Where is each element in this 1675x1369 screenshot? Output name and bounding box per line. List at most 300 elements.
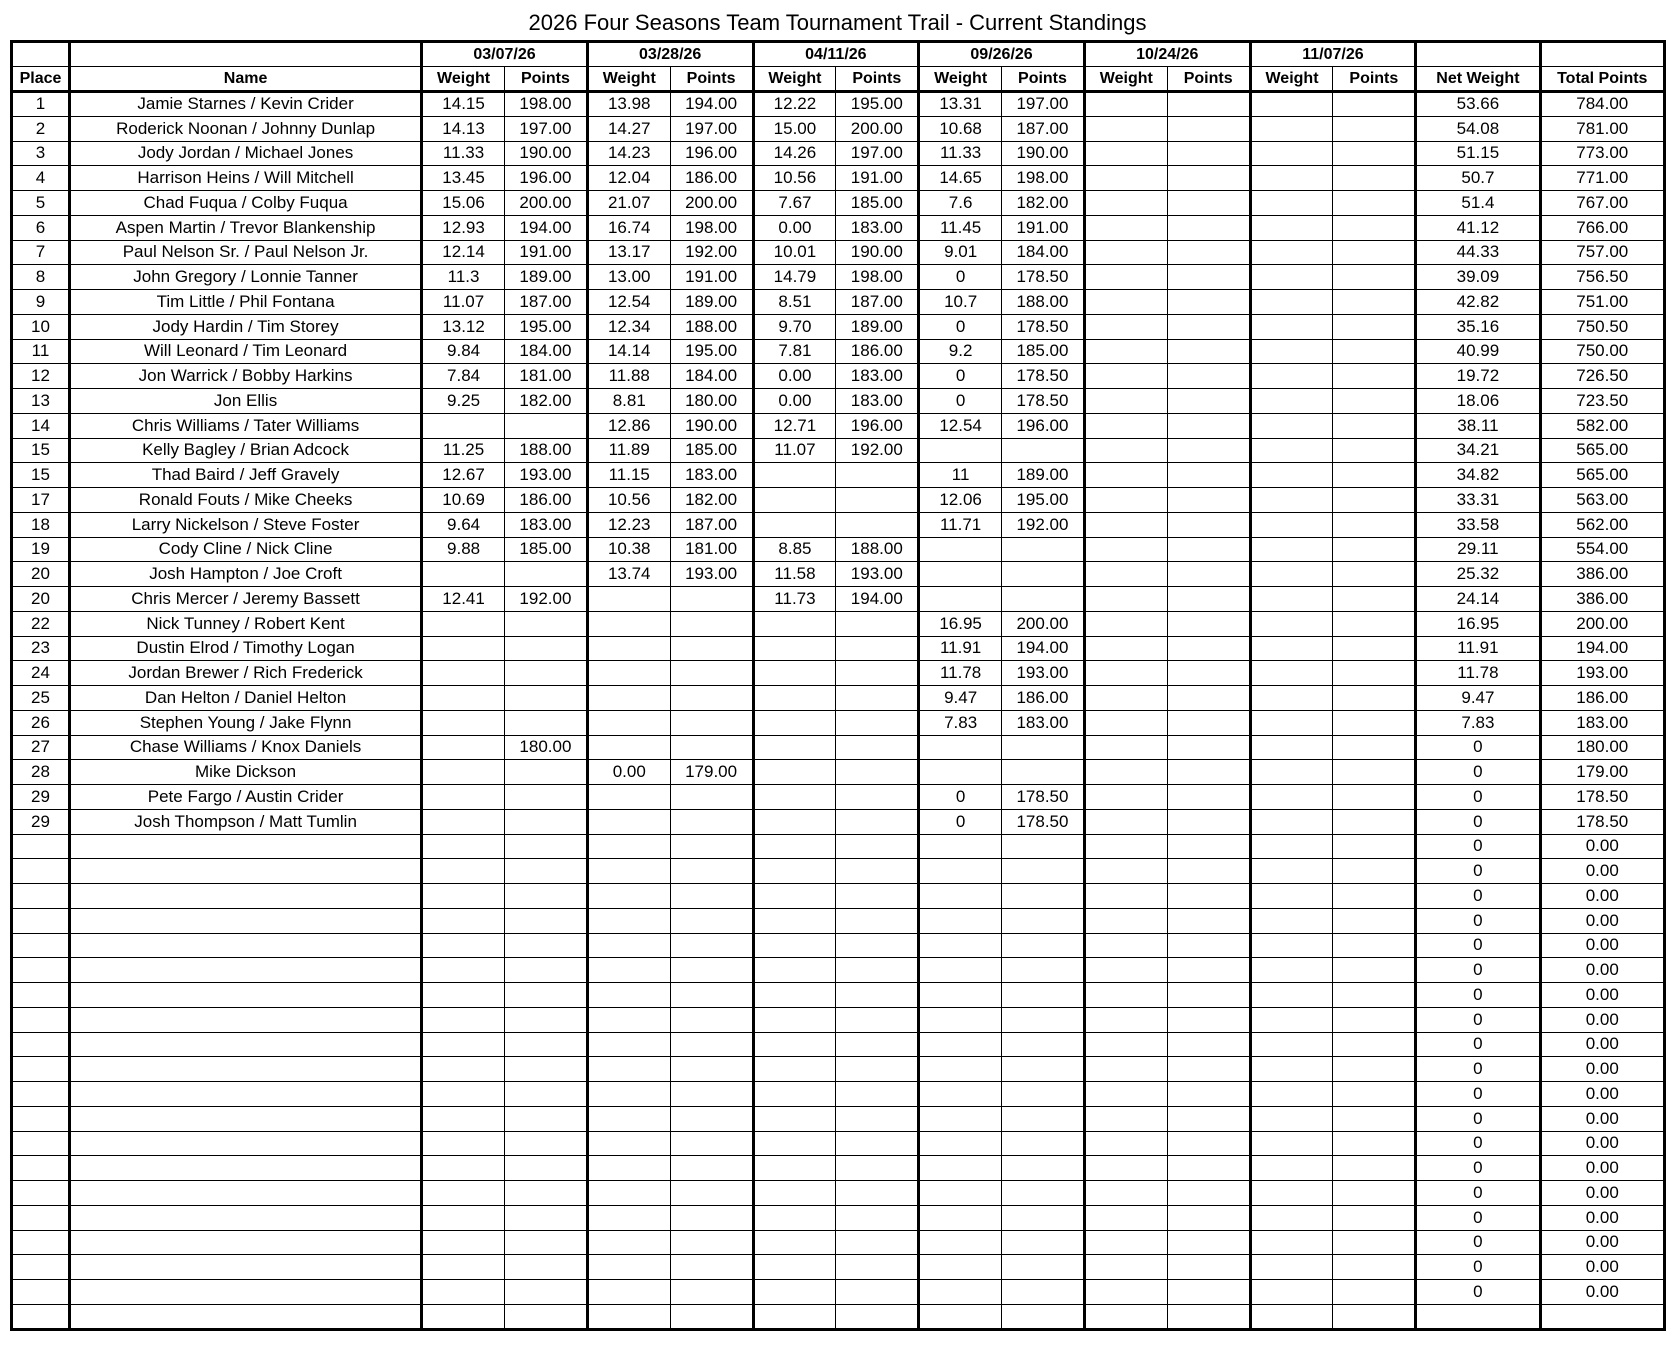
points-cell: 194.00 bbox=[1002, 636, 1085, 661]
place-cell: 23 bbox=[12, 636, 70, 661]
weight-cell bbox=[1250, 166, 1333, 191]
weight-cell bbox=[753, 1205, 836, 1230]
points-cell bbox=[504, 809, 587, 834]
points-cell bbox=[1167, 1304, 1250, 1329]
weight-cell: 12.14 bbox=[422, 240, 505, 265]
points-cell: 196.00 bbox=[504, 166, 587, 191]
weight-cell: 15.00 bbox=[753, 116, 836, 141]
points-cell: 184.00 bbox=[1002, 240, 1085, 265]
net-weight-cell: 0 bbox=[1416, 1280, 1540, 1305]
net-weight-cell: 51.15 bbox=[1416, 141, 1540, 166]
points-cell: 190.00 bbox=[836, 240, 919, 265]
weight-cell bbox=[753, 908, 836, 933]
points-cell bbox=[1167, 1007, 1250, 1032]
weight-cell: 10.56 bbox=[753, 166, 836, 191]
weight-cell bbox=[753, 1106, 836, 1131]
weight-cell bbox=[1250, 785, 1333, 810]
points-cell bbox=[836, 1280, 919, 1305]
net-weight-cell: 0 bbox=[1416, 1181, 1540, 1206]
weight-cell: 0 bbox=[919, 809, 1002, 834]
weight-cell bbox=[587, 983, 670, 1008]
team-name-cell bbox=[70, 1205, 422, 1230]
table-row bbox=[12, 1057, 1665, 1082]
points-cell bbox=[836, 1181, 919, 1206]
team-name-cell bbox=[70, 908, 422, 933]
weight-cell bbox=[1084, 1057, 1167, 1082]
weight-cell bbox=[1250, 1106, 1333, 1131]
weight-cell bbox=[1250, 686, 1333, 711]
table-row bbox=[12, 1280, 1665, 1305]
weight-cell bbox=[753, 1304, 836, 1329]
standings-body bbox=[12, 92, 1665, 1330]
weight-cell bbox=[587, 735, 670, 760]
points-cell bbox=[1167, 364, 1250, 389]
total-points-cell: 0.00 bbox=[1540, 1082, 1664, 1107]
points-cell bbox=[1333, 1205, 1416, 1230]
points-cell bbox=[1167, 958, 1250, 983]
weight-cell: 14.65 bbox=[919, 166, 1002, 191]
weight-cell: 14.79 bbox=[753, 265, 836, 290]
column-header-name: Name bbox=[70, 67, 422, 92]
points-cell bbox=[1333, 983, 1416, 1008]
total-points-cell: 0.00 bbox=[1540, 1106, 1664, 1131]
place-cell: 14 bbox=[12, 413, 70, 438]
net-weight-cell: 16.95 bbox=[1416, 611, 1540, 636]
team-name-cell bbox=[70, 1156, 422, 1181]
weight-cell bbox=[422, 611, 505, 636]
weight-cell: 13.12 bbox=[422, 314, 505, 339]
points-cell bbox=[836, 1255, 919, 1280]
points-cell bbox=[504, 1255, 587, 1280]
weight-cell: 0.00 bbox=[753, 389, 836, 414]
points-cell bbox=[1333, 265, 1416, 290]
event-date-header: 03/28/26 bbox=[587, 42, 753, 67]
points-cell bbox=[1002, 1131, 1085, 1156]
points-cell bbox=[1002, 933, 1085, 958]
team-name-cell bbox=[70, 1255, 422, 1280]
weight-cell: 11.33 bbox=[422, 141, 505, 166]
points-cell bbox=[670, 661, 753, 686]
points-cell bbox=[1002, 1304, 1085, 1329]
weight-cell bbox=[1250, 1007, 1333, 1032]
points-cell bbox=[836, 735, 919, 760]
points-cell bbox=[670, 1304, 753, 1329]
points-cell: 197.00 bbox=[836, 141, 919, 166]
points-cell bbox=[1333, 859, 1416, 884]
team-name-cell: Chris Williams / Tater Williams bbox=[70, 413, 422, 438]
weight-cell bbox=[422, 1280, 505, 1305]
net-weight-cell: 0 bbox=[1416, 859, 1540, 884]
points-cell bbox=[1167, 1106, 1250, 1131]
points-cell bbox=[836, 859, 919, 884]
weight-cell: 9.47 bbox=[919, 686, 1002, 711]
total-points-cell: 0.00 bbox=[1540, 1007, 1664, 1032]
points-cell bbox=[670, 1007, 753, 1032]
weight-cell bbox=[919, 438, 1002, 463]
weight-cell bbox=[1250, 1304, 1333, 1329]
team-name-cell: Ronald Fouts / Mike Cheeks bbox=[70, 488, 422, 513]
weight-cell bbox=[753, 1230, 836, 1255]
points-cell bbox=[1333, 1156, 1416, 1181]
weight-cell: 10.56 bbox=[587, 488, 670, 513]
weight-cell bbox=[1250, 661, 1333, 686]
table-row bbox=[12, 314, 1665, 339]
team-name-cell: Dustin Elrod / Timothy Logan bbox=[70, 636, 422, 661]
place-cell: 4 bbox=[12, 166, 70, 191]
points-cell bbox=[1002, 884, 1085, 909]
weight-cell: 11.89 bbox=[587, 438, 670, 463]
points-cell bbox=[670, 933, 753, 958]
weight-cell bbox=[1084, 785, 1167, 810]
weight-cell bbox=[753, 1181, 836, 1206]
weight-cell bbox=[1250, 958, 1333, 983]
weight-cell: 0 bbox=[919, 389, 1002, 414]
weight-cell bbox=[919, 1007, 1002, 1032]
points-cell bbox=[1167, 661, 1250, 686]
team-name-cell bbox=[70, 983, 422, 1008]
points-cell bbox=[1167, 215, 1250, 240]
weight-cell bbox=[422, 908, 505, 933]
points-cell bbox=[1333, 933, 1416, 958]
net-weight-cell: 0 bbox=[1416, 1106, 1540, 1131]
points-cell bbox=[1167, 562, 1250, 587]
points-cell bbox=[836, 488, 919, 513]
table-row bbox=[12, 760, 1665, 785]
points-cell bbox=[1333, 215, 1416, 240]
table-row bbox=[12, 191, 1665, 216]
weight-cell bbox=[587, 1007, 670, 1032]
table-row bbox=[12, 611, 1665, 636]
weight-cell: 7.67 bbox=[753, 191, 836, 216]
points-cell: 183.00 bbox=[670, 463, 753, 488]
points-cell: 178.50 bbox=[1002, 389, 1085, 414]
points-cell: 178.50 bbox=[1002, 785, 1085, 810]
points-cell: 183.00 bbox=[836, 389, 919, 414]
team-name-cell bbox=[70, 1181, 422, 1206]
weight-cell: 0.00 bbox=[753, 364, 836, 389]
table-row bbox=[12, 884, 1665, 909]
points-cell: 188.00 bbox=[1002, 290, 1085, 315]
points-cell: 193.00 bbox=[836, 562, 919, 587]
team-name-cell bbox=[70, 1131, 422, 1156]
place-cell: 3 bbox=[12, 141, 70, 166]
weight-cell bbox=[422, 933, 505, 958]
points-cell bbox=[836, 611, 919, 636]
weight-cell bbox=[1250, 1156, 1333, 1181]
team-name-cell: Harrison Heins / Will Mitchell bbox=[70, 166, 422, 191]
team-name-cell: Pete Fargo / Austin Crider bbox=[70, 785, 422, 810]
weight-cell bbox=[1084, 1131, 1167, 1156]
points-cell bbox=[1333, 116, 1416, 141]
total-points-cell: 756.50 bbox=[1540, 265, 1664, 290]
weight-cell bbox=[753, 983, 836, 1008]
place-cell bbox=[12, 958, 70, 983]
points-cell bbox=[670, 1082, 753, 1107]
net-weight-cell: 35.16 bbox=[1416, 314, 1540, 339]
points-cell bbox=[1167, 809, 1250, 834]
weight-cell bbox=[1084, 290, 1167, 315]
weight-cell bbox=[587, 809, 670, 834]
total-points-cell: 784.00 bbox=[1540, 92, 1664, 117]
weight-cell bbox=[1084, 1230, 1167, 1255]
points-cell: 181.00 bbox=[504, 364, 587, 389]
weight-cell bbox=[587, 859, 670, 884]
points-cell bbox=[836, 1156, 919, 1181]
weight-cell bbox=[1084, 908, 1167, 933]
points-cell: 194.00 bbox=[670, 92, 753, 117]
weight-cell bbox=[1084, 884, 1167, 909]
header-blank bbox=[1540, 42, 1664, 67]
weight-cell bbox=[1250, 636, 1333, 661]
points-cell bbox=[1333, 389, 1416, 414]
total-points-cell: 178.50 bbox=[1540, 785, 1664, 810]
weight-cell bbox=[422, 760, 505, 785]
weight-cell bbox=[753, 809, 836, 834]
points-cell bbox=[1167, 587, 1250, 612]
place-cell: 26 bbox=[12, 710, 70, 735]
total-points-cell: 773.00 bbox=[1540, 141, 1664, 166]
weight-cell: 0.00 bbox=[587, 760, 670, 785]
points-cell: 180.00 bbox=[670, 389, 753, 414]
weight-cell: 11.15 bbox=[587, 463, 670, 488]
table-row bbox=[12, 463, 1665, 488]
weight-cell bbox=[422, 562, 505, 587]
weight-cell bbox=[1250, 760, 1333, 785]
total-points-cell: 771.00 bbox=[1540, 166, 1664, 191]
points-cell: 182.00 bbox=[1002, 191, 1085, 216]
points-cell: 179.00 bbox=[670, 760, 753, 785]
weight-cell bbox=[422, 636, 505, 661]
points-cell bbox=[1167, 1255, 1250, 1280]
weight-cell bbox=[753, 933, 836, 958]
points-cell bbox=[836, 1230, 919, 1255]
weight-cell: 12.41 bbox=[422, 587, 505, 612]
points-cell: 189.00 bbox=[670, 290, 753, 315]
points-cell bbox=[1002, 908, 1085, 933]
table-row bbox=[12, 290, 1665, 315]
points-cell bbox=[670, 958, 753, 983]
team-name-cell: Nick Tunney / Robert Kent bbox=[70, 611, 422, 636]
points-cell bbox=[1002, 587, 1085, 612]
points-cell bbox=[836, 958, 919, 983]
weight-cell: 10.01 bbox=[753, 240, 836, 265]
weight-cell bbox=[919, 537, 1002, 562]
weight-cell bbox=[919, 1205, 1002, 1230]
points-cell: 183.00 bbox=[836, 215, 919, 240]
points-cell bbox=[504, 884, 587, 909]
place-cell bbox=[12, 1106, 70, 1131]
points-cell: 185.00 bbox=[836, 191, 919, 216]
weight-cell: 12.54 bbox=[919, 413, 1002, 438]
net-weight-cell: 0 bbox=[1416, 1057, 1540, 1082]
weight-cell bbox=[1084, 735, 1167, 760]
points-cell bbox=[1167, 389, 1250, 414]
table-row bbox=[12, 933, 1665, 958]
weight-cell: 12.34 bbox=[587, 314, 670, 339]
weight-cell: 15.06 bbox=[422, 191, 505, 216]
points-cell: 181.00 bbox=[670, 537, 753, 562]
points-cell: 197.00 bbox=[670, 116, 753, 141]
net-weight-cell: 0 bbox=[1416, 1082, 1540, 1107]
weight-cell bbox=[587, 933, 670, 958]
weight-cell bbox=[1084, 512, 1167, 537]
points-cell bbox=[836, 1205, 919, 1230]
team-name-cell: Kelly Bagley / Brian Adcock bbox=[70, 438, 422, 463]
table-row bbox=[12, 166, 1665, 191]
event-date-header: 03/07/26 bbox=[422, 42, 588, 67]
points-cell bbox=[504, 908, 587, 933]
weight-cell: 7.6 bbox=[919, 191, 1002, 216]
points-cell bbox=[504, 1304, 587, 1329]
points-cell bbox=[1333, 438, 1416, 463]
weight-cell: 14.15 bbox=[422, 92, 505, 117]
points-cell: 189.00 bbox=[1002, 463, 1085, 488]
weight-cell bbox=[919, 834, 1002, 859]
weight-cell: 9.2 bbox=[919, 339, 1002, 364]
place-cell: 15 bbox=[12, 438, 70, 463]
table-row bbox=[12, 389, 1665, 414]
weight-cell bbox=[1250, 1255, 1333, 1280]
place-cell: 18 bbox=[12, 512, 70, 537]
weight-cell bbox=[1084, 562, 1167, 587]
weight-cell bbox=[1084, 116, 1167, 141]
weight-cell bbox=[1084, 859, 1167, 884]
points-cell: 185.00 bbox=[504, 537, 587, 562]
table-row bbox=[12, 1156, 1665, 1181]
table-row bbox=[12, 1205, 1665, 1230]
points-cell bbox=[504, 983, 587, 1008]
points-cell bbox=[836, 983, 919, 1008]
points-cell bbox=[1167, 884, 1250, 909]
weight-cell: 13.98 bbox=[587, 92, 670, 117]
team-name-cell bbox=[70, 884, 422, 909]
weight-cell: 11.45 bbox=[919, 215, 1002, 240]
weight-cell bbox=[587, 1230, 670, 1255]
weight-cell bbox=[919, 1181, 1002, 1206]
table-row bbox=[12, 339, 1665, 364]
points-cell bbox=[1333, 290, 1416, 315]
weight-cell bbox=[1084, 587, 1167, 612]
weight-cell bbox=[1084, 1156, 1167, 1181]
weight-cell bbox=[422, 958, 505, 983]
table-row bbox=[12, 1131, 1665, 1156]
points-cell: 184.00 bbox=[670, 364, 753, 389]
points-cell bbox=[836, 636, 919, 661]
total-points-cell: 0.00 bbox=[1540, 834, 1664, 859]
weight-cell bbox=[1250, 1082, 1333, 1107]
place-cell bbox=[12, 1181, 70, 1206]
points-cell bbox=[1333, 710, 1416, 735]
weight-cell bbox=[1250, 191, 1333, 216]
points-cell bbox=[1002, 958, 1085, 983]
points-cell bbox=[836, 1057, 919, 1082]
points-cell bbox=[836, 809, 919, 834]
total-points-cell: 0.00 bbox=[1540, 1131, 1664, 1156]
points-cell bbox=[504, 1205, 587, 1230]
points-cell bbox=[670, 1181, 753, 1206]
weight-cell: 14.26 bbox=[753, 141, 836, 166]
points-cell bbox=[1167, 314, 1250, 339]
net-weight-cell: 0 bbox=[1416, 884, 1540, 909]
weight-cell bbox=[1250, 859, 1333, 884]
weight-cell bbox=[753, 1032, 836, 1057]
points-cell: 182.00 bbox=[670, 488, 753, 513]
points-cell bbox=[1333, 834, 1416, 859]
points-cell: 197.00 bbox=[1002, 92, 1085, 117]
points-cell bbox=[504, 785, 587, 810]
place-cell bbox=[12, 1304, 70, 1329]
place-cell: 19 bbox=[12, 537, 70, 562]
net-weight-cell: 0 bbox=[1416, 735, 1540, 760]
team-name-cell: Thad Baird / Jeff Gravely bbox=[70, 463, 422, 488]
weight-cell bbox=[1084, 1007, 1167, 1032]
net-weight-cell: 40.99 bbox=[1416, 339, 1540, 364]
place-cell bbox=[12, 1255, 70, 1280]
points-cell bbox=[1167, 834, 1250, 859]
column-header-net-weight: Net Weight bbox=[1416, 67, 1540, 92]
points-cell bbox=[1002, 760, 1085, 785]
points-cell bbox=[1167, 983, 1250, 1008]
weight-cell bbox=[919, 1156, 1002, 1181]
weight-cell bbox=[919, 859, 1002, 884]
points-cell bbox=[504, 1007, 587, 1032]
team-name-cell bbox=[70, 1304, 422, 1329]
weight-cell bbox=[753, 463, 836, 488]
points-cell bbox=[836, 1082, 919, 1107]
weight-cell bbox=[919, 760, 1002, 785]
points-cell bbox=[1333, 661, 1416, 686]
event-date-header: 09/26/26 bbox=[919, 42, 1085, 67]
weight-cell bbox=[1250, 512, 1333, 537]
team-name-cell: Jody Jordan / Michael Jones bbox=[70, 141, 422, 166]
weight-cell bbox=[587, 587, 670, 612]
weight-cell bbox=[1084, 611, 1167, 636]
points-cell: 187.00 bbox=[836, 290, 919, 315]
place-cell bbox=[12, 884, 70, 909]
points-cell bbox=[1167, 240, 1250, 265]
weight-cell bbox=[1250, 141, 1333, 166]
points-cell bbox=[1333, 537, 1416, 562]
table-row bbox=[12, 1007, 1665, 1032]
points-cell: 186.00 bbox=[1002, 686, 1085, 711]
points-cell bbox=[1167, 760, 1250, 785]
weight-cell bbox=[1084, 314, 1167, 339]
weight-cell bbox=[1084, 488, 1167, 513]
weight-cell bbox=[587, 1280, 670, 1305]
total-points-cell: 178.50 bbox=[1540, 809, 1664, 834]
table-row bbox=[12, 661, 1665, 686]
points-cell bbox=[836, 1007, 919, 1032]
total-points-cell: 193.00 bbox=[1540, 661, 1664, 686]
points-cell: 183.00 bbox=[1002, 710, 1085, 735]
weight-cell: 10.7 bbox=[919, 290, 1002, 315]
net-weight-cell: 33.31 bbox=[1416, 488, 1540, 513]
points-cell bbox=[1333, 92, 1416, 117]
points-cell bbox=[1333, 1255, 1416, 1280]
points-cell bbox=[670, 884, 753, 909]
weight-cell: 7.83 bbox=[919, 710, 1002, 735]
points-cell bbox=[504, 958, 587, 983]
points-cell bbox=[1167, 636, 1250, 661]
weight-cell bbox=[422, 785, 505, 810]
total-points-cell: 186.00 bbox=[1540, 686, 1664, 711]
points-cell bbox=[1333, 611, 1416, 636]
team-name-cell bbox=[70, 1032, 422, 1057]
team-name-cell bbox=[70, 1230, 422, 1255]
team-name-cell: Mike Dickson bbox=[70, 760, 422, 785]
team-name-cell: Josh Hampton / Joe Croft bbox=[70, 562, 422, 587]
points-cell: 178.50 bbox=[1002, 314, 1085, 339]
